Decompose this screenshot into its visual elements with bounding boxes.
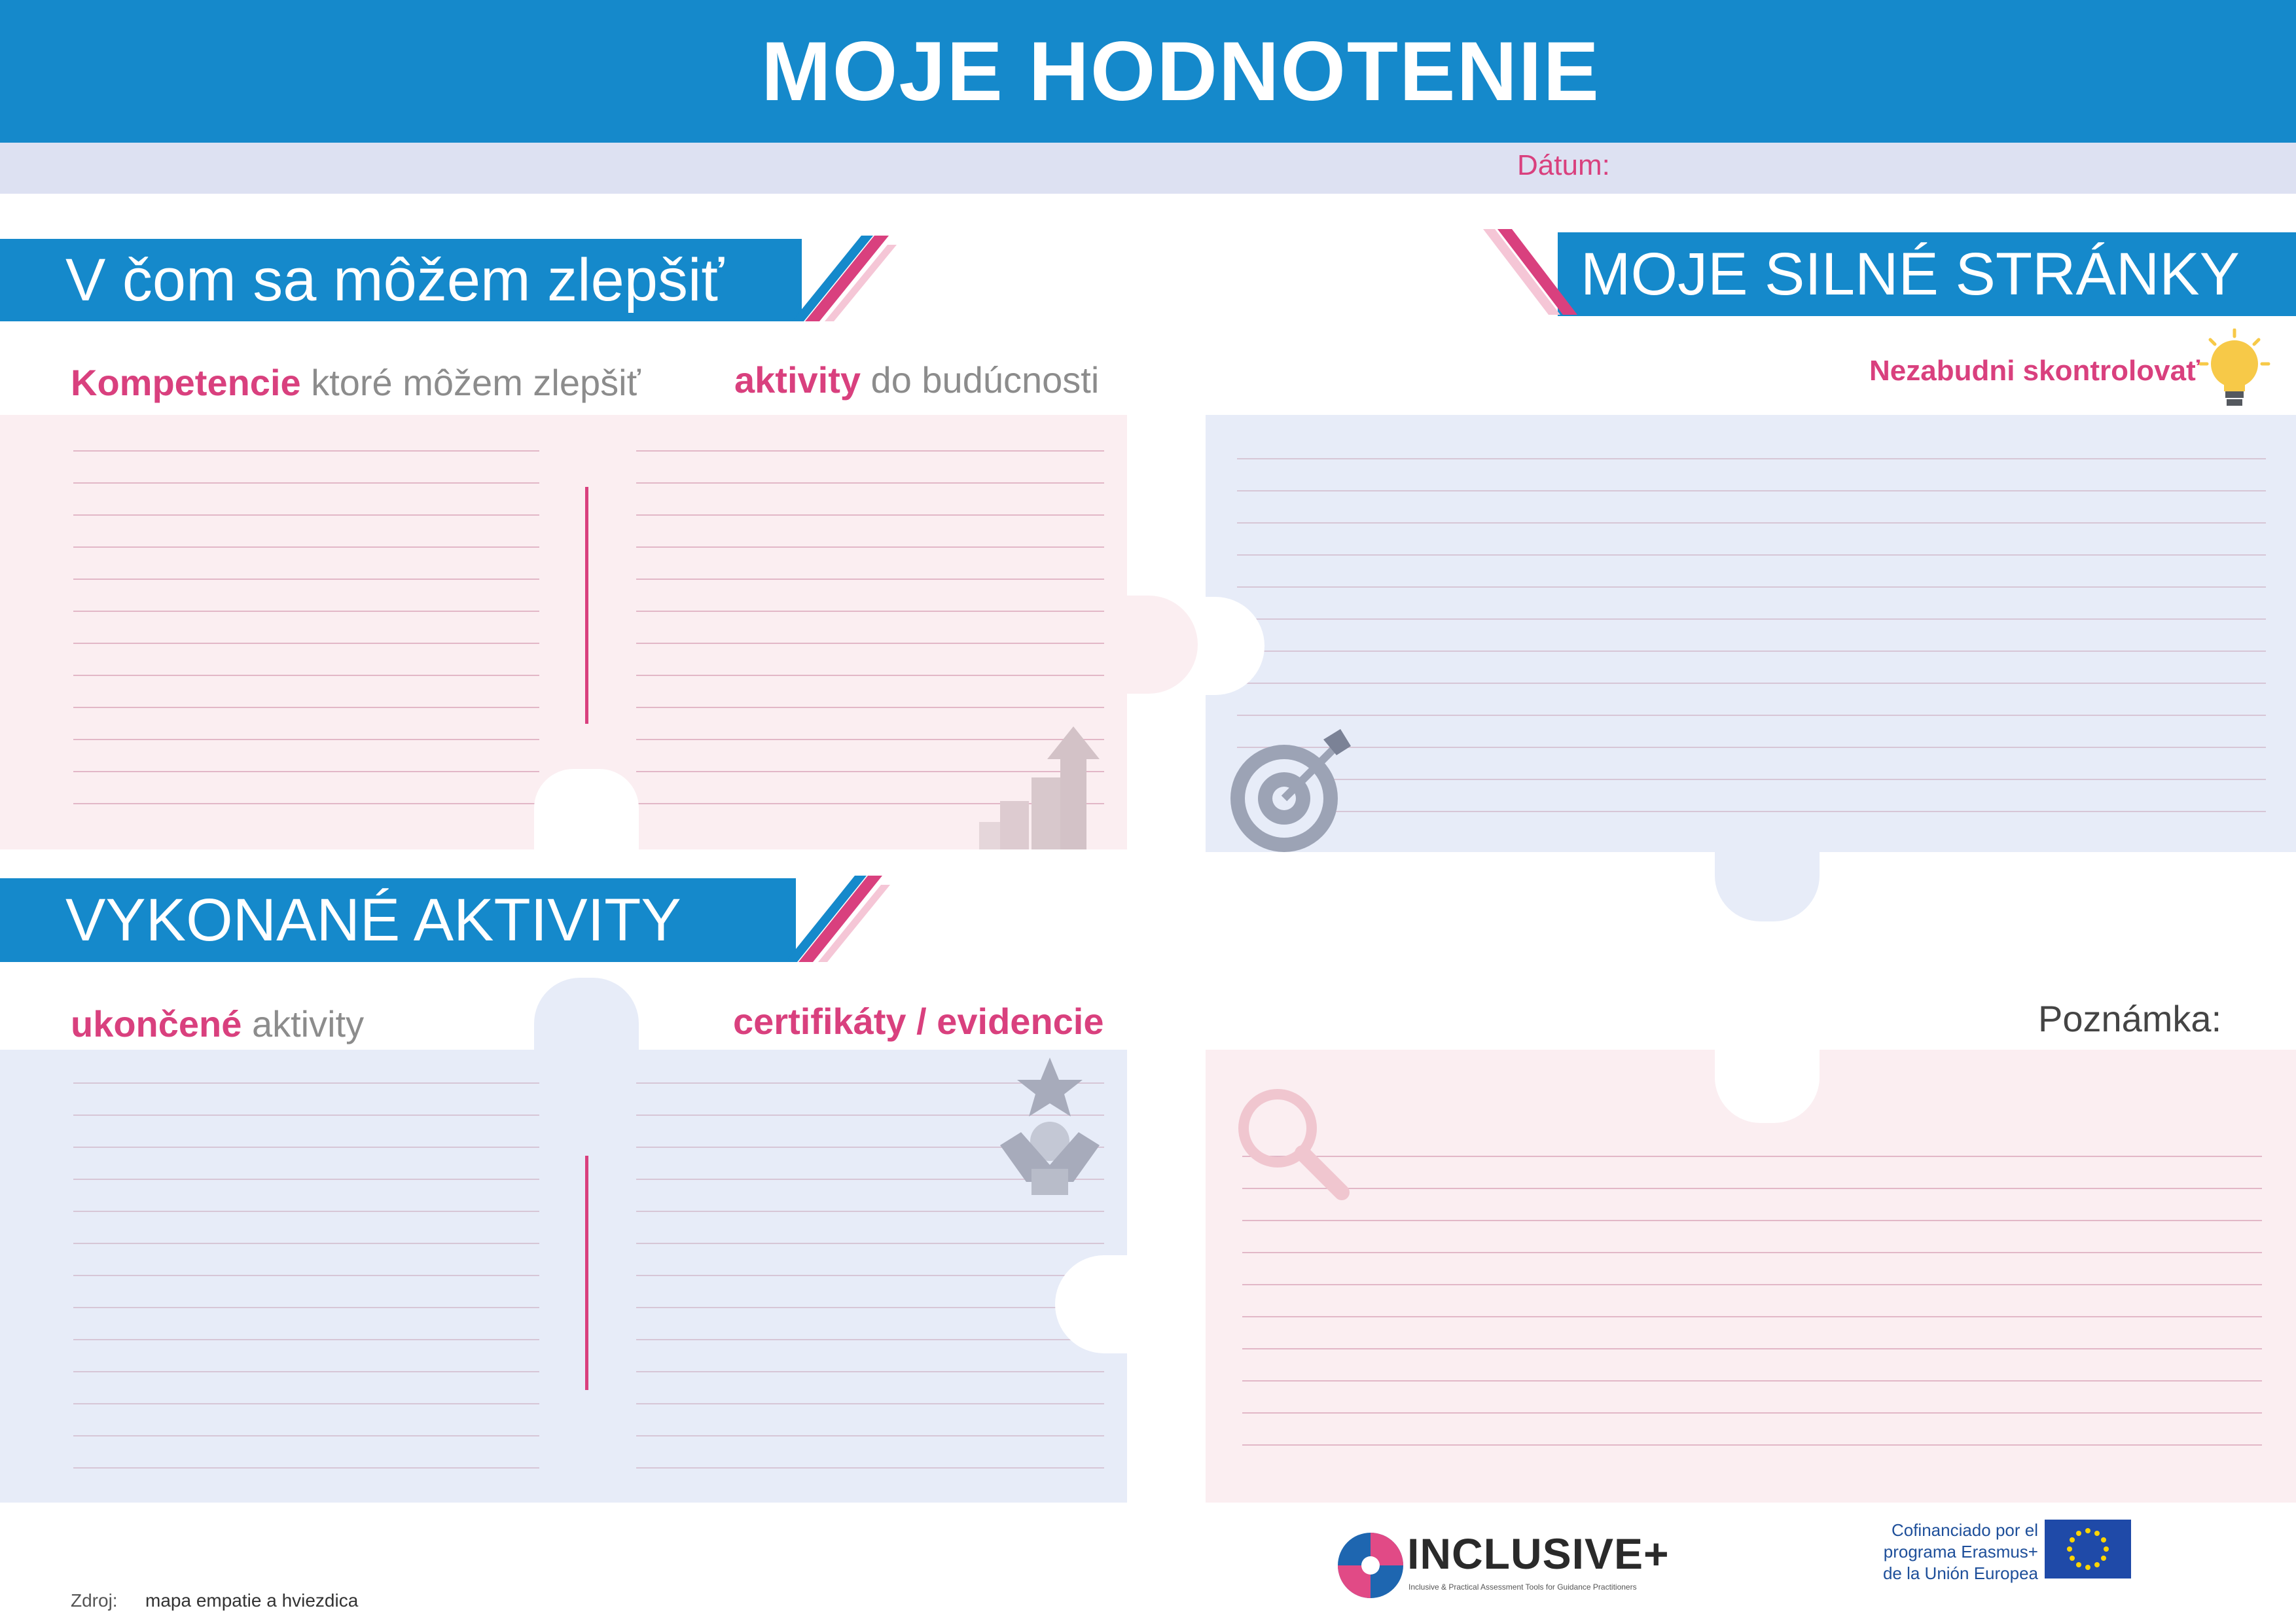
improve-heading-bar [0,239,802,321]
source-text: mapa empatie a hviezdica [145,1590,359,1611]
brand-subtitle: Inclusive & Practical Assessment Tools for Guidance Practitioners [1408,1582,1637,1592]
done-heading-bar [0,878,796,962]
eu-line: Cofinanciado por el [1891,1520,2038,1540]
bar-growth-icon [979,720,1107,849]
improve-lines-left[interactable] [73,450,539,835]
brand-name: INCLUSIVE+ [1407,1529,1670,1578]
magnifier-icon [1234,1085,1352,1203]
done-stripe-decoration [785,876,890,965]
puzzle-knob [534,769,639,851]
award-icon [995,1054,1106,1202]
done-divider [585,1156,588,1390]
improve-divider [585,487,588,724]
puzzle-knob [1715,1046,1820,1123]
strengths-stripe-decoration [1474,229,1579,318]
date-label: Dátum: [1517,149,1610,181]
improve-col2-label: aktivity do budúcnosti [734,359,1100,401]
date-bar [0,143,2296,194]
page-title: MOJE HODNOTENIE [761,24,1600,118]
improve-col1-label: Kompetencie ktoré môžem zlepšiť [71,362,641,403]
done-col2-label: certifikáty / evidencie [733,1001,1104,1042]
done-col1-label: ukončené aktivity [71,1003,365,1044]
lightbulb-icon [2199,329,2278,414]
note-lines[interactable] [1242,1156,2262,1476]
strengths-reminder: Nezabudni skontrolovať [1869,355,2200,387]
eu-flag-icon [2045,1520,2131,1578]
improve-stripe-decoration [792,236,897,325]
eu-line: programa Erasmus+ [1883,1542,2038,1561]
puzzle-knob [1715,849,1820,921]
strengths-heading-bar [1558,232,2296,316]
target-icon [1225,726,1356,857]
note-label: Poznámka: [2038,998,2222,1039]
eu-cofunding-text [1874,1520,2038,1584]
puzzle-logo-icon [1335,1530,1406,1601]
puzzle-knob [534,978,639,1050]
done-heading: VYKONANÉ AKTIVITY [65,886,681,954]
eu-line: de la Unión Europea [1882,1563,2038,1583]
source-label: Zdroj: [71,1590,118,1611]
strengths-heading: MOJE SILNÉ STRÁNKY [1580,240,2240,308]
strengths-lines[interactable] [1237,458,2266,843]
improve-heading: V čom sa môžem zlepšiť [65,246,724,313]
done-lines-left[interactable] [73,1082,539,1499]
puzzle-knob [1126,596,1198,694]
